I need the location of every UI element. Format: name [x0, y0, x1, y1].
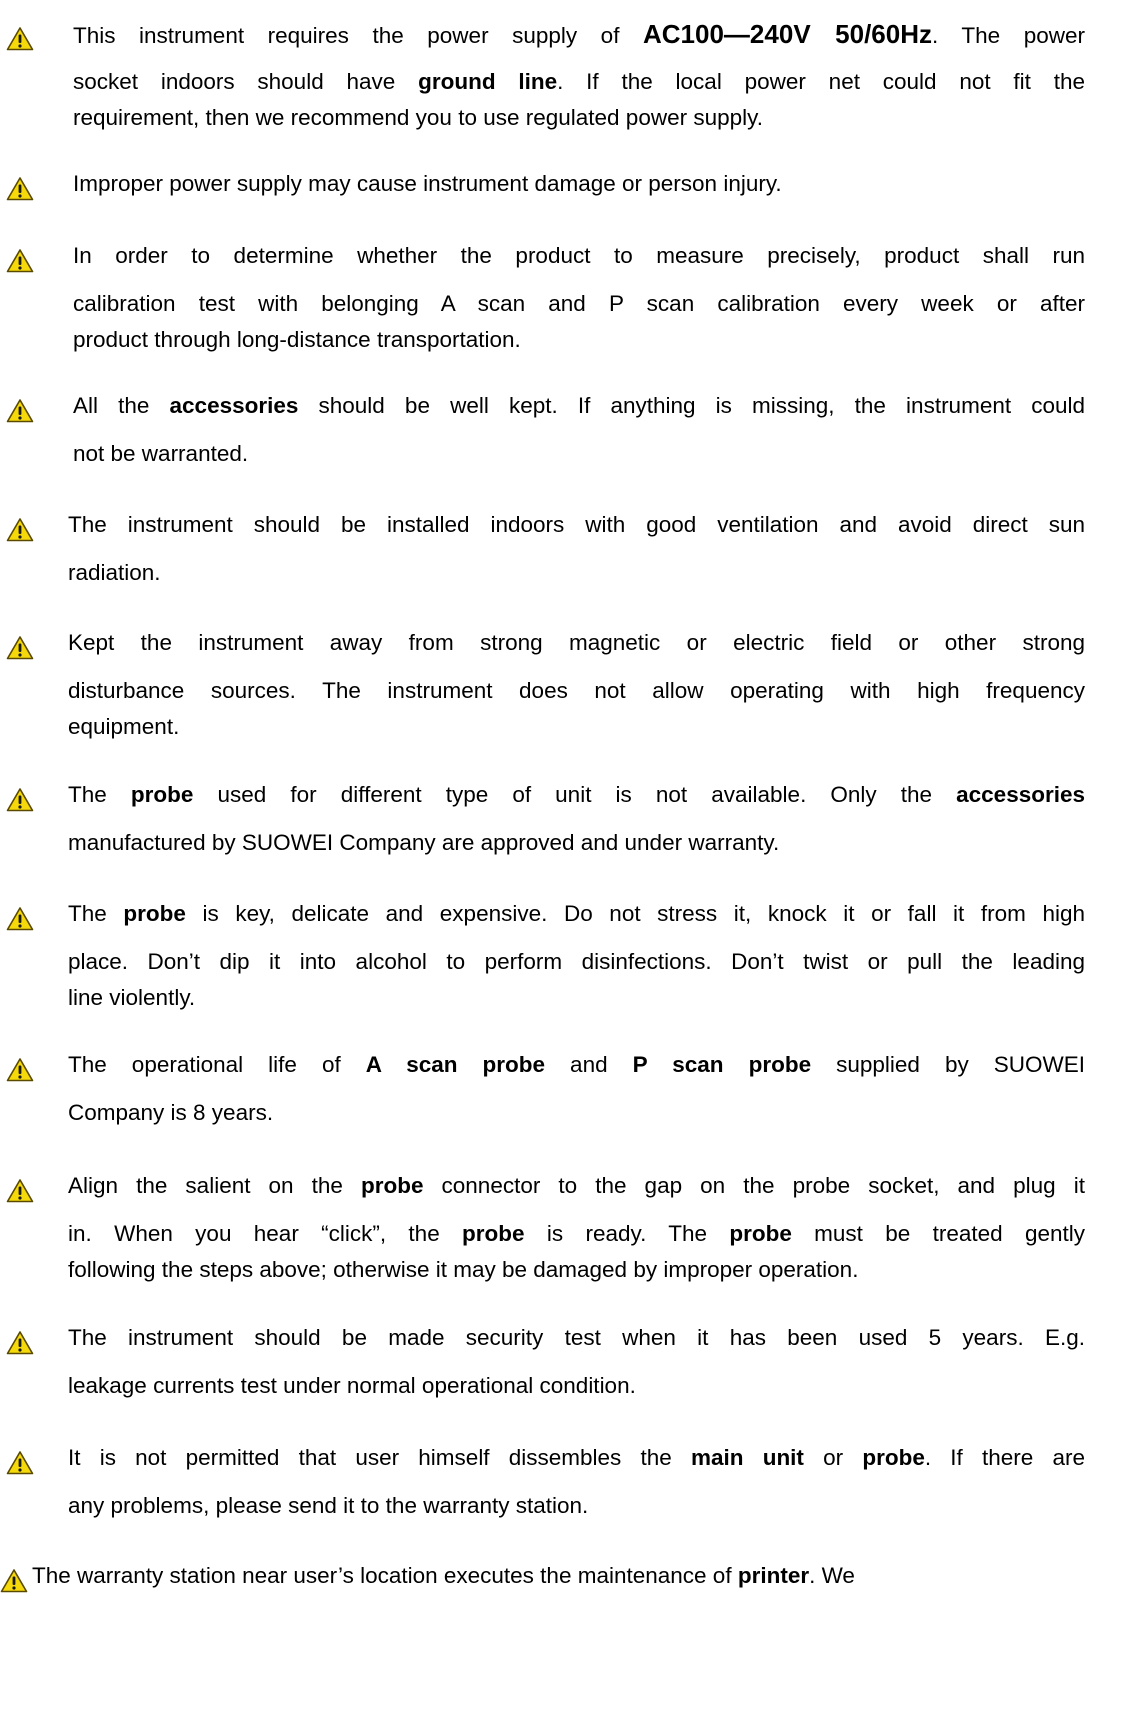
body-text: socket indoors should have: [73, 69, 419, 94]
warning-text-line: [68, 671, 1085, 711]
body-text: not be warranted.: [73, 441, 249, 466]
warning-triangle-icon: [6, 1330, 34, 1356]
warning-text-line: [68, 505, 1085, 545]
body-text: is ready. The: [524, 1221, 730, 1246]
warning-text-line: [73, 236, 1085, 276]
warning-text-line: [73, 14, 1085, 56]
emphasis-text: probe: [862, 1445, 925, 1470]
emphasis-text: P scan probe: [632, 1052, 812, 1077]
body-text: The: [68, 901, 124, 926]
warning-text-line: [68, 553, 1085, 593]
warning-text-line: [68, 775, 1085, 815]
emphasis-text: printer: [737, 1563, 810, 1588]
warning-triangle-icon: [6, 1450, 34, 1476]
warning-triangle-icon: [6, 1057, 34, 1083]
emphasis-text: A scan probe: [365, 1052, 546, 1077]
warning-triangle-icon: [6, 906, 34, 932]
warning-text-line: [73, 386, 1085, 426]
emphasis-text: accessories: [169, 393, 299, 418]
warning-text-line: [32, 1556, 1085, 1596]
warning-triangle-icon: [6, 26, 34, 52]
body-text: product through long-distance transportation.: [73, 327, 521, 352]
warning-text-line: [73, 434, 1085, 474]
warning-triangle-icon: [6, 787, 34, 813]
body-text: Kept the instrument away from strong magnetic or electric field or other strong: [68, 630, 1085, 655]
body-text: used for different type of unit is not available. Only the: [193, 782, 957, 807]
emphasis-text: accessories: [956, 782, 1085, 807]
body-text: The: [68, 782, 131, 807]
body-text: and: [545, 1052, 633, 1077]
body-text: It is not permitted that user himself dissembles the: [68, 1445, 691, 1470]
warning-text-line: [73, 98, 1085, 138]
emphasis-text: main unit: [690, 1445, 804, 1470]
body-text: The operational life of: [68, 1052, 366, 1077]
warning-text-line: [73, 284, 1085, 324]
body-text: Align the salient on the: [68, 1173, 361, 1198]
warning-text-line: [68, 1486, 1085, 1526]
body-text: connector to the gap on the probe socket, and plug it: [423, 1173, 1085, 1198]
warning-text-line: [68, 978, 1085, 1018]
body-text: or: [803, 1445, 863, 1470]
warning-triangle-icon: [6, 176, 34, 202]
body-text: In order to determine whether the product to measure precisely, product shall run: [73, 243, 1085, 268]
warning-text-line: [73, 62, 1085, 102]
body-text: Improper power supply may cause instrument damage or person injury.: [73, 171, 782, 196]
body-text: . We: [809, 1563, 855, 1588]
emphasis-text: AC100—240V 50/60Hz: [643, 19, 933, 49]
emphasis-text: probe: [360, 1173, 424, 1198]
body-text: should be well kept. If anything is missing, the instrument could: [298, 393, 1085, 418]
body-text: equipment.: [68, 714, 180, 739]
body-text: in. When you hear “click”, the: [68, 1221, 463, 1246]
emphasis-text: probe: [729, 1221, 792, 1246]
warning-text-line: [68, 623, 1085, 663]
body-text: disturbance sources. The instrument does not allow operating with high frequency: [68, 678, 1085, 703]
warning-text-line: [68, 1045, 1085, 1085]
body-text: following the steps above; otherwise it may be damaged by improper operation.: [68, 1257, 859, 1282]
warning-triangle-icon: [6, 635, 34, 661]
body-text: This instrument requires the power supply of: [73, 23, 643, 48]
body-text: Company is 8 years.: [68, 1100, 274, 1125]
body-text: . If there are: [924, 1445, 1086, 1470]
warning-triangle-icon: [6, 1178, 34, 1204]
body-text: supplied by SUOWEI: [811, 1052, 1086, 1077]
body-text: must be treated gently: [791, 1221, 1085, 1246]
warning-triangle-icon: [6, 517, 34, 543]
body-text: . The power: [932, 23, 1085, 48]
warning-text-line: [68, 894, 1085, 934]
body-text: All the: [73, 393, 170, 418]
body-text: line violently.: [68, 985, 196, 1010]
body-text: manufactured by SUOWEI Company are approved and under warranty.: [68, 830, 780, 855]
body-text: any problems, please send it to the warranty station.: [68, 1493, 589, 1518]
warning-triangle-icon: [6, 398, 34, 424]
warning-text-line: [68, 1438, 1085, 1478]
body-text: requirement, then we recommend you to use regulated power supply.: [73, 105, 763, 130]
body-text: calibration test with belonging A scan and P scan calibration every week or after: [73, 291, 1085, 316]
emphasis-text: probe: [130, 782, 194, 807]
body-text: . If the local power net could not fit the: [557, 69, 1085, 94]
body-text: place. Don’t dip it into alcohol to perform disinfections. Don’t twist or pull the leading: [68, 949, 1085, 974]
warning-text-line: [68, 942, 1085, 982]
warning-text-line: [68, 707, 1085, 747]
emphasis-text: probe: [123, 901, 186, 926]
warning-triangle-icon: [0, 1568, 28, 1594]
warning-text-line: [68, 1250, 1085, 1290]
warning-triangle-icon: [6, 248, 34, 274]
warning-text-line: [68, 1366, 1085, 1406]
emphasis-text: probe: [462, 1221, 525, 1246]
body-text: The warranty station near user’s location executes the maintenance of: [32, 1563, 738, 1588]
emphasis-text: ground line: [418, 69, 558, 94]
warning-text-line: [68, 1318, 1085, 1358]
warning-text-line: [68, 1166, 1085, 1206]
body-text: The instrument should be made security test when it has been used 5 years. E.g.: [68, 1325, 1085, 1350]
body-text: The instrument should be installed indoors with good ventilation and avoid direct sun: [68, 512, 1085, 537]
warning-text-line: [68, 823, 1085, 863]
warning-text-line: [68, 1214, 1085, 1254]
body-text: is key, delicate and expensive. Do not stress it, knock it or fall it from high: [185, 901, 1086, 926]
warning-text-line: [73, 320, 1085, 360]
warning-text-line: [73, 164, 1085, 204]
warning-text-line: [68, 1093, 1085, 1133]
body-text: leakage currents test under normal operational condition.: [68, 1373, 636, 1398]
body-text: radiation.: [68, 560, 161, 585]
